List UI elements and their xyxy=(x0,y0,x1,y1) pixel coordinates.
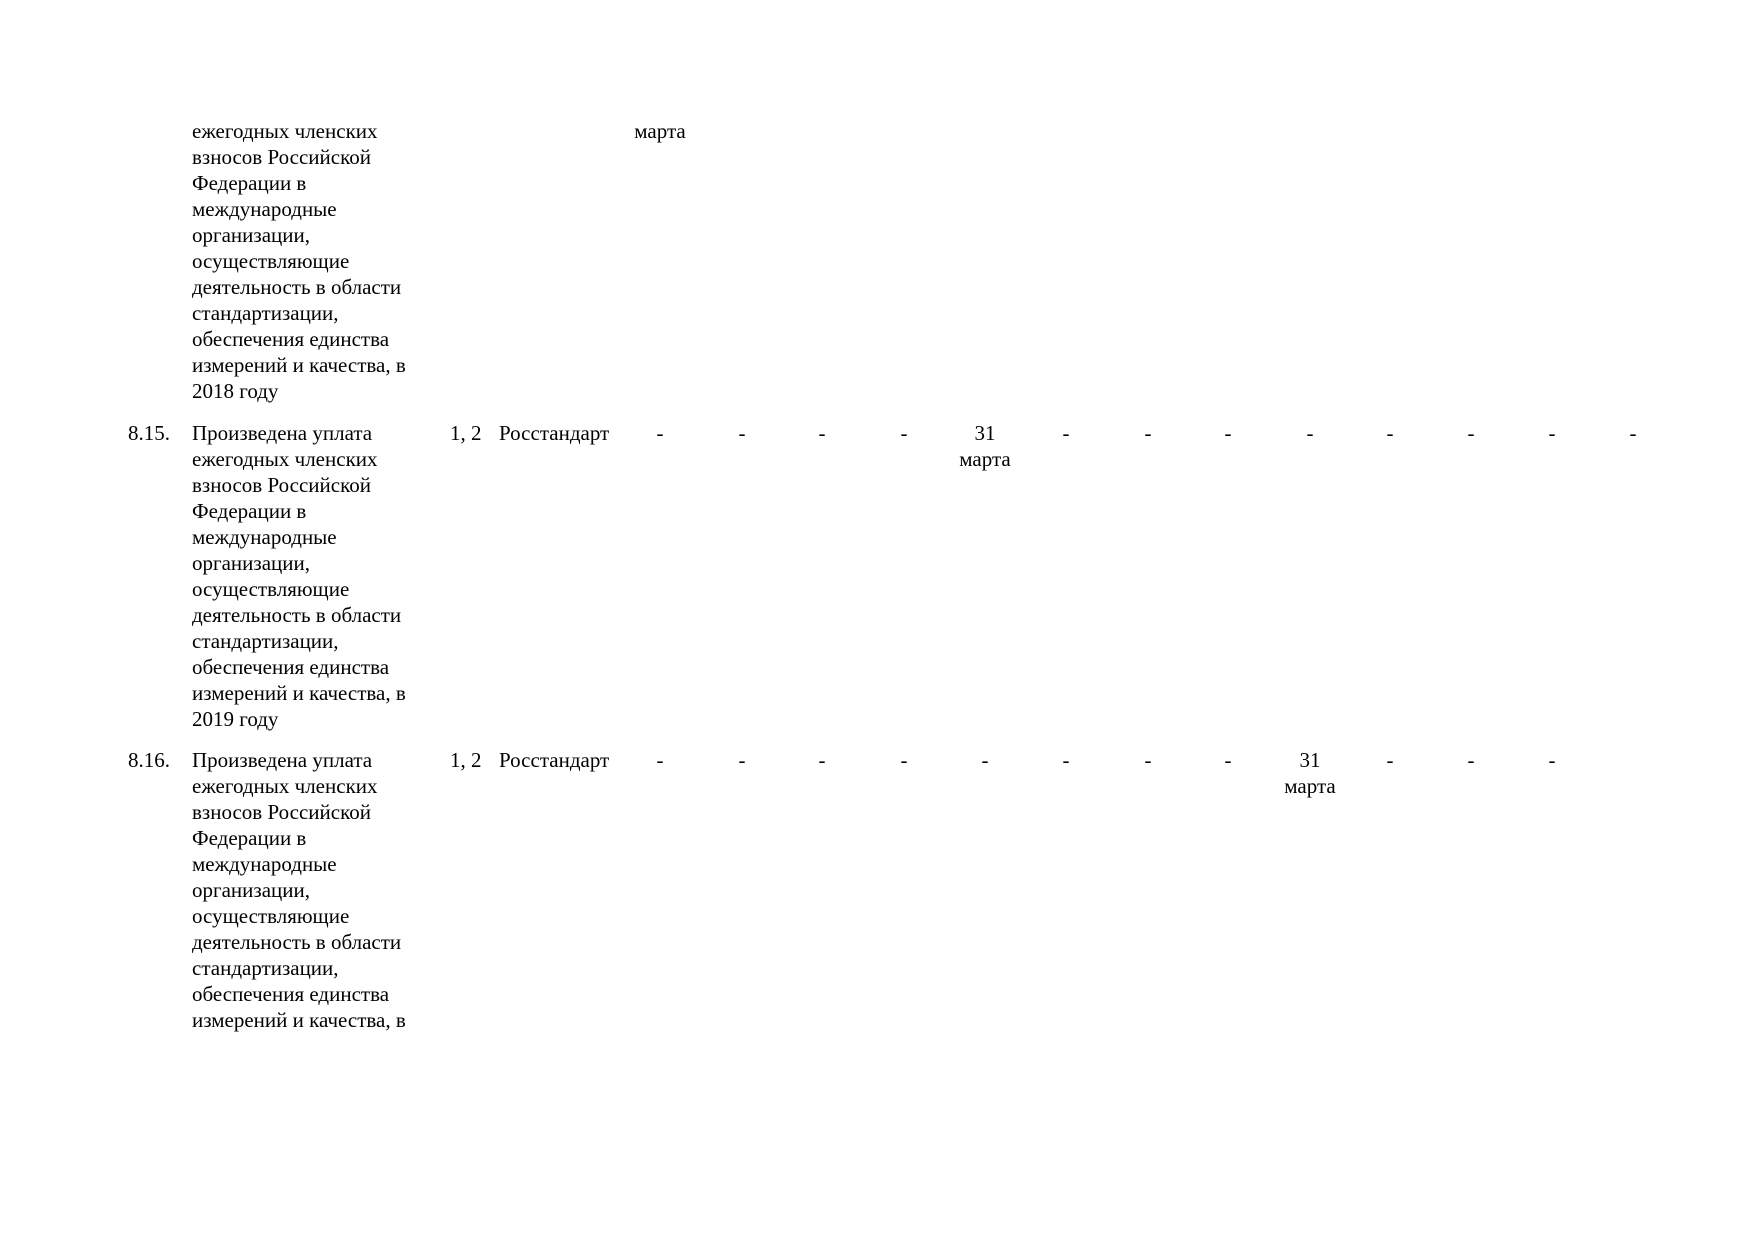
event-description-line: взносов Российской xyxy=(192,800,371,824)
row-number: 8.15. xyxy=(128,421,170,445)
event-description-line: Произведена уплата xyxy=(192,748,373,772)
cell-value: - xyxy=(1548,748,1556,772)
cell-value: - xyxy=(1386,421,1394,445)
event-description xyxy=(192,747,432,1033)
event-description-line: ежегодных членских xyxy=(192,774,378,798)
event-description xyxy=(192,420,432,732)
event-description xyxy=(192,118,432,404)
event-description-line: организации, xyxy=(192,551,310,575)
event-description-line: 2018 году xyxy=(192,379,279,403)
cell-value: - xyxy=(1144,421,1152,445)
cell-value: - xyxy=(1548,421,1556,445)
event-description-line: Федерации в xyxy=(192,171,307,195)
indicator-codes: 1, 2 xyxy=(450,421,482,445)
cell-value: 31 xyxy=(1299,748,1321,772)
empty-cell xyxy=(1512,420,1592,446)
event-description-line: обеспечения единства xyxy=(192,327,390,351)
empty-cell xyxy=(1431,747,1511,773)
cell-value: - xyxy=(1224,748,1232,772)
empty-cell xyxy=(782,420,862,446)
cell-value: - xyxy=(1467,421,1475,445)
event-description-line: ежегодных членских xyxy=(192,447,378,471)
event-description-line: организации, xyxy=(192,878,310,902)
event-description-line: ежегодных членских xyxy=(192,119,378,143)
cell-value: - xyxy=(1386,748,1394,772)
cell-value: 31 xyxy=(974,421,996,445)
event-description-line: Федерации в xyxy=(192,499,307,523)
event-description-line: стандартизации, xyxy=(192,956,339,980)
empty-cell xyxy=(702,747,782,773)
cell-value: - xyxy=(656,748,664,772)
event-description-line: обеспечения единства xyxy=(192,655,390,679)
empty-cell xyxy=(620,420,700,446)
empty-cell xyxy=(620,747,700,773)
empty-cell xyxy=(1026,420,1106,446)
cell-value: - xyxy=(1467,748,1475,772)
event-description-line: стандартизации, xyxy=(192,301,339,325)
event-description-line: деятельность в области xyxy=(192,275,402,299)
event-description-line: взносов Российской xyxy=(192,145,371,169)
cell-value: - xyxy=(656,421,664,445)
deadline-cell xyxy=(1270,747,1350,799)
indicator-codes: 1, 2 xyxy=(450,748,482,772)
event-description-line: измерений и качества, в xyxy=(192,1008,406,1032)
cell-value: - xyxy=(1629,421,1637,445)
deadline-cell xyxy=(945,420,1025,472)
empty-cell xyxy=(1026,747,1106,773)
empty-cell xyxy=(702,420,782,446)
empty-cell xyxy=(864,420,944,446)
empty-cell xyxy=(1350,420,1430,446)
event-description-line: осуществляющие xyxy=(192,249,350,273)
cell-value: - xyxy=(1062,748,1070,772)
event-description-line: измерений и качества, в xyxy=(192,681,406,705)
event-description-line: деятельность в области xyxy=(192,930,402,954)
event-description-line: стандартизации, xyxy=(192,629,339,653)
empty-cell xyxy=(1512,747,1592,773)
event-description-line: международные xyxy=(192,852,337,876)
empty-cell xyxy=(1108,420,1188,446)
event-description-line: обеспечения единства xyxy=(192,982,390,1006)
empty-cell xyxy=(782,747,862,773)
empty-cell xyxy=(1431,420,1511,446)
event-description-line: измерений и качества, в xyxy=(192,353,406,377)
event-description-line: взносов Российской xyxy=(192,473,371,497)
empty-cell xyxy=(1350,747,1430,773)
empty-cell xyxy=(1593,420,1673,446)
event-description-line: международные xyxy=(192,525,337,549)
responsible-organization: Росстандарт xyxy=(499,421,610,445)
cell-value: - xyxy=(818,421,826,445)
cell-value: - xyxy=(900,421,908,445)
event-description-line: 2019 году xyxy=(192,707,279,731)
empty-cell xyxy=(1188,420,1268,446)
cell-value: - xyxy=(738,748,746,772)
empty-cell xyxy=(1108,747,1188,773)
cell-value: - xyxy=(900,748,908,772)
event-description-line: организации, xyxy=(192,223,310,247)
cell-value: - xyxy=(738,421,746,445)
event-description-line: осуществляющие xyxy=(192,577,350,601)
cell-value: - xyxy=(818,748,826,772)
empty-cell xyxy=(864,747,944,773)
responsible-organization: Росстандарт xyxy=(499,748,610,772)
cell-value: - xyxy=(1062,421,1070,445)
event-description-line: осуществляющие xyxy=(192,904,350,928)
row-number: 8.16. xyxy=(128,748,170,772)
event-description-line: Произведена уплата xyxy=(192,421,373,445)
cell-value-secondary: марта xyxy=(959,447,1011,471)
empty-cell xyxy=(1270,420,1350,446)
empty-cell xyxy=(1188,747,1268,773)
cell-value: - xyxy=(1306,421,1314,445)
empty-cell xyxy=(945,747,1025,773)
event-description-line: международные xyxy=(192,197,337,221)
event-description-line: деятельность в области xyxy=(192,603,402,627)
cell-value: - xyxy=(1224,421,1232,445)
cell-value: - xyxy=(1144,748,1152,772)
cell-value-secondary: марта xyxy=(1284,774,1336,798)
deadline-cell-continuation: марта xyxy=(634,119,686,143)
event-description-line: Федерации в xyxy=(192,826,307,850)
cell-value: - xyxy=(981,748,989,772)
